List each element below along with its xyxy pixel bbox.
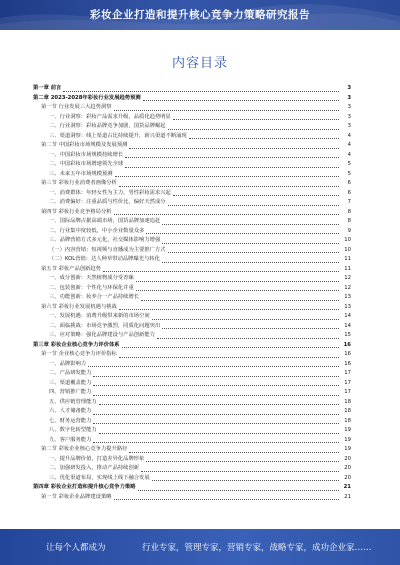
toc-dot-leader (114, 213, 339, 215)
toc-entry-page: 19 (344, 446, 351, 452)
toc-entry-page: 7 (347, 199, 351, 205)
toc-dot-leader (152, 318, 339, 320)
toc-dot-leader (125, 156, 339, 158)
toc-entry[interactable] (33, 246, 351, 256)
toc-dot-leader (173, 194, 339, 196)
toc-entry-page: 10 (344, 237, 351, 243)
toc-entry-page: 19 (344, 436, 351, 443)
toc-entry-label: 一、行业洞察：彩妆产品需求升级，品质化趋势明显 (49, 113, 171, 120)
toc-entry[interactable] (33, 303, 351, 313)
toc-dot-leader (136, 289, 339, 291)
toc-entry[interactable] (33, 141, 351, 151)
toc-dot-leader (93, 413, 339, 415)
toc-entry-page: 3 (347, 113, 351, 120)
toc-dot-leader (136, 280, 339, 282)
toc-entry-page: 20 (344, 474, 351, 481)
toc-dot-leader (122, 346, 339, 348)
toc-entry-page: 13 (344, 303, 351, 310)
toc-dot-leader (114, 109, 339, 111)
toc-entry[interactable] (33, 407, 351, 417)
toc-entry-page: 15 (344, 332, 351, 338)
toc-entry-page: 21 (344, 493, 351, 500)
toc-entry-page: 14 (344, 313, 351, 319)
toc-entry[interactable] (33, 274, 351, 284)
toc-entry[interactable] (33, 350, 351, 360)
toc-entry[interactable] (33, 445, 351, 455)
toc-dot-leader (103, 270, 339, 272)
toc-heading: 内容目录 (171, 56, 228, 71)
toc-entry-label: 第五节 彩妆产品创新趋势 (41, 265, 101, 272)
toc-entry-label: （一）内容营销：短视频与直播成为主要推广方式 (49, 246, 166, 253)
toc-entry-label: 第四节 彩妆行业竞争格局分析 (41, 208, 112, 215)
toc-entry-label: 第四章 彩妆企业打造和提升核心竞争力策略 (33, 484, 136, 490)
toc-entry[interactable] (33, 265, 351, 275)
toc-dot-leader (93, 375, 339, 377)
toc-entry[interactable] (33, 331, 351, 341)
toc-dot-leader (162, 242, 339, 244)
toc-entry-page: 17 (344, 379, 351, 386)
toc-entry-label: 第一节 行业发展三大趋势洞察 (41, 104, 112, 110)
footer-banner (0, 529, 400, 565)
toc-entry-label: 二、面临挑战：市场竞争激烈，同质化问题突出 (49, 322, 161, 329)
toc-entry-page: 17 (344, 370, 351, 376)
toc-dot-leader (63, 90, 339, 92)
toc-entry-label: （二）KOL营销：达人种草带动品牌曝光与转化 (49, 256, 160, 262)
toc-entry[interactable] (33, 455, 351, 465)
toc-entry[interactable] (33, 398, 351, 408)
toc-entry-page: 12 (344, 275, 351, 281)
toc-entry-page: 6 (347, 189, 351, 196)
toc-entry-label: 第二节 中国彩妆市场规模及发展预测 (41, 142, 128, 148)
toc-entry-page: 8 (347, 218, 351, 224)
toc-entry[interactable] (33, 464, 351, 474)
toc-entry[interactable] (33, 94, 351, 104)
toc-entry[interactable] (33, 483, 351, 493)
toc-dot-leader (157, 337, 339, 339)
toc-entry-page: 17 (344, 389, 351, 395)
toc-entry-label: 二、消费偏好：注重品质与性价比，偏好天然成分 (49, 199, 166, 205)
toc-entry[interactable] (33, 493, 351, 503)
toc-entry[interactable] (33, 293, 351, 303)
toc-dot-leader (99, 432, 339, 434)
toc-entry[interactable] (33, 217, 351, 227)
toc-entry-label: 三、功能创新：妆养合一产品持续增长 (49, 294, 140, 300)
toc-entry-page: 4 (347, 132, 351, 139)
toc-entry[interactable] (33, 236, 351, 246)
toc-entry-label: 三、品牌营销方式多元化，社交媒体影响力增强 (49, 237, 161, 243)
toc-entry-label: 三、优化渠道布局，实现线上线下融合发展 (49, 474, 150, 481)
toc-dot-leader (115, 175, 339, 177)
toc-dot-leader (125, 166, 339, 168)
toc-entry[interactable] (33, 170, 351, 180)
toc-dot-leader (141, 470, 339, 472)
toc-entry-page: 3 (347, 104, 351, 110)
toc-dot-leader (93, 422, 339, 424)
toc-entry[interactable] (33, 160, 351, 170)
toc-entry-label: 六、人才储备能力 (49, 408, 92, 414)
toc-entry-label: 三、渠道覆盖能力 (49, 379, 92, 386)
toc-entry[interactable] (33, 227, 351, 237)
toc-dot-leader (162, 223, 339, 225)
toc-entry[interactable] (33, 341, 351, 351)
toc-entry[interactable] (33, 255, 351, 265)
toc-entry-label: 七、财务运营能力 (49, 417, 92, 424)
toc-entry-label: 一、发展机遇：消费升级带来新的市场空间 (49, 313, 150, 319)
toc-entry-label: 第三章 彩妆企业核心竞争力评价体系 (33, 341, 120, 348)
footer-slogan-right: 行业专家，管理专家，营销专家，战略专家，成功企业家…… (142, 543, 372, 553)
toc-dot-leader (162, 261, 339, 263)
toc-entry[interactable] (33, 113, 351, 123)
toc-dot-leader (129, 451, 339, 453)
toc-dot-leader (189, 137, 339, 139)
toc-entry-label: 二、中国彩妆市场增速领先全球 (49, 161, 124, 167)
toc-entry[interactable] (33, 122, 351, 132)
toc-dot-leader (173, 118, 339, 120)
toc-dot-leader (146, 232, 339, 234)
toc-entry-label: 二、加强研发投入，推动产品持续创新 (49, 465, 140, 471)
toc-entry-page: 20 (344, 465, 351, 471)
toc-entry-label: 一、国际品牌占据高端市场，国货品牌加速追赶 (49, 218, 161, 224)
toc-entry-page: 18 (344, 417, 351, 424)
header-banner (0, 0, 400, 30)
toc-entry-label: 一、中国彩妆市场规模持续增长 (49, 151, 124, 158)
toc-dot-leader (141, 299, 339, 301)
toc-entry-page: 16 (343, 341, 351, 348)
toc-dot-leader (99, 403, 339, 405)
toc-entry-label: 一、提升品牌价值，打造差异化品牌形象 (49, 455, 145, 462)
toc-dot-leader (168, 204, 339, 206)
toc-entry-page: 10 (344, 246, 351, 253)
toc-entry-page: 3 (347, 94, 351, 101)
toc-entry-page: 13 (344, 294, 351, 300)
toc-entry-page: 14 (344, 322, 351, 329)
toc-entry-page: 18 (344, 408, 351, 414)
footer-slogan-left: 让每个人都成为 (46, 543, 106, 553)
toc-entry-label: 第六节 彩妆行业发展机遇与挑战 (41, 303, 117, 310)
toc-dot-leader (93, 441, 339, 443)
toc-entry[interactable] (33, 151, 351, 161)
toc-dot-leader (119, 308, 339, 310)
toc-dot-leader (93, 394, 339, 396)
toc-entry-page: 16 (344, 351, 351, 357)
toc-entry[interactable] (33, 179, 351, 189)
toc-entry[interactable] (33, 189, 351, 199)
toc-entry-label: 第一章 前言 (33, 85, 62, 91)
toc-entry-label: 二、行业洞察：彩妆品牌竞争加剧，国货品牌崛起 (49, 123, 166, 129)
toc-entry-label: 三、渠道洞察：线上渠道占比持续提升，新兴渠道不断涌现 (49, 132, 187, 139)
toc-entry[interactable] (33, 436, 351, 446)
toc-entry[interactable] (33, 284, 351, 294)
toc-entry-page: 16 (344, 360, 351, 367)
toc-entry-label: 四、营销推广能力 (49, 389, 92, 395)
toc-entry-page: 6 (347, 180, 351, 186)
toc-dot-leader (119, 356, 339, 358)
toc-entry-label: 二、行业集中度较低，中小企业数量众多 (49, 227, 145, 234)
toc-entry-page: 8 (347, 208, 351, 215)
toc-dot-leader (152, 479, 339, 481)
toc-entry-label: 三、应对策略：强化品牌建设与产品创新能力 (49, 332, 155, 338)
toc-dot-leader (146, 460, 339, 462)
toc-entry[interactable] (33, 312, 351, 322)
toc-dot-leader (129, 147, 339, 149)
toc-entry-label: 一、成分创新：天然植物成分受青睐 (49, 275, 134, 281)
toc-entry-label: 九、客户服务能力 (49, 436, 92, 443)
toc-entry[interactable] (33, 369, 351, 379)
toc-entry-page: 20 (344, 455, 351, 462)
toc-dot-leader (119, 185, 339, 187)
toc-entry-label: 第一节 企业核心竞争力评价指标 (41, 351, 117, 357)
toc-dot-leader (162, 327, 339, 329)
toc-entry[interactable] (33, 103, 351, 113)
toc-entry-label: 八、数字化转型能力 (49, 427, 97, 433)
report-title: 彩妆企业打造和提升核心竞争力策略研究报告 (90, 9, 310, 21)
toc-entry-label: 一、消费群体：年轻女性为主力，男性彩妆需求兴起 (49, 189, 171, 196)
toc-entry[interactable] (33, 379, 351, 389)
toc-entry[interactable] (33, 84, 351, 94)
toc-entry-label: 一、品牌影响力 (49, 360, 87, 367)
toc-dot-leader (114, 498, 339, 500)
toc-entry[interactable] (33, 132, 351, 142)
toc-entry[interactable] (33, 198, 351, 208)
toc-entry-page: 18 (344, 398, 351, 405)
toc-entry[interactable] (33, 360, 351, 370)
toc-dot-leader (143, 99, 339, 101)
toc-entry-page: 4 (347, 151, 351, 158)
toc-entry-label: 二、包装创新：个性化与环保化并重 (49, 284, 134, 291)
toc-entry-label: 第一节 彩妆企业品牌建设策略 (41, 493, 112, 500)
toc-entry[interactable] (33, 388, 351, 398)
toc-entry-label: 第二节 彩妆企业核心竞争力提升路径 (41, 446, 128, 452)
toc-entry-label: 五、供应链管理能力 (49, 398, 97, 405)
toc-entry[interactable] (33, 474, 351, 484)
toc-entry[interactable] (33, 417, 351, 427)
toc-entry-page: 21 (343, 484, 351, 490)
toc-entry-page: 11 (344, 265, 351, 272)
toc-entry-page: 4 (347, 142, 351, 148)
toc-dot-leader (168, 251, 339, 253)
toc-entry-label: 三、未来五年市场规模预测 (49, 170, 113, 177)
toc-dot-leader (168, 128, 339, 130)
toc-dot-leader (93, 384, 339, 386)
toc-entry[interactable] (33, 426, 351, 436)
toc-dot-leader (138, 489, 340, 491)
toc-entry-page: 3 (347, 123, 351, 129)
toc-entry[interactable] (33, 322, 351, 332)
toc-entry-page: 11 (344, 256, 351, 262)
toc-entry-label: 第三节 彩妆行业消费者画像分析 (41, 180, 117, 186)
toc-entry-label: 第二章 2023-2028年彩妆行业发展趋势预测 (33, 94, 141, 101)
toc-entry-page: 3 (347, 85, 351, 91)
toc-dot-leader (88, 365, 339, 367)
toc-entry-page: 12 (344, 284, 351, 291)
toc-entry-page: 5 (347, 161, 351, 167)
table-of-contents (33, 84, 351, 502)
toc-entry[interactable] (33, 208, 351, 218)
toc-entry-page: 5 (347, 170, 351, 177)
toc-entry-label: 二、产品研发能力 (49, 370, 92, 376)
toc-entry-page: 9 (347, 227, 351, 234)
toc-entry-page: 19 (344, 427, 351, 433)
